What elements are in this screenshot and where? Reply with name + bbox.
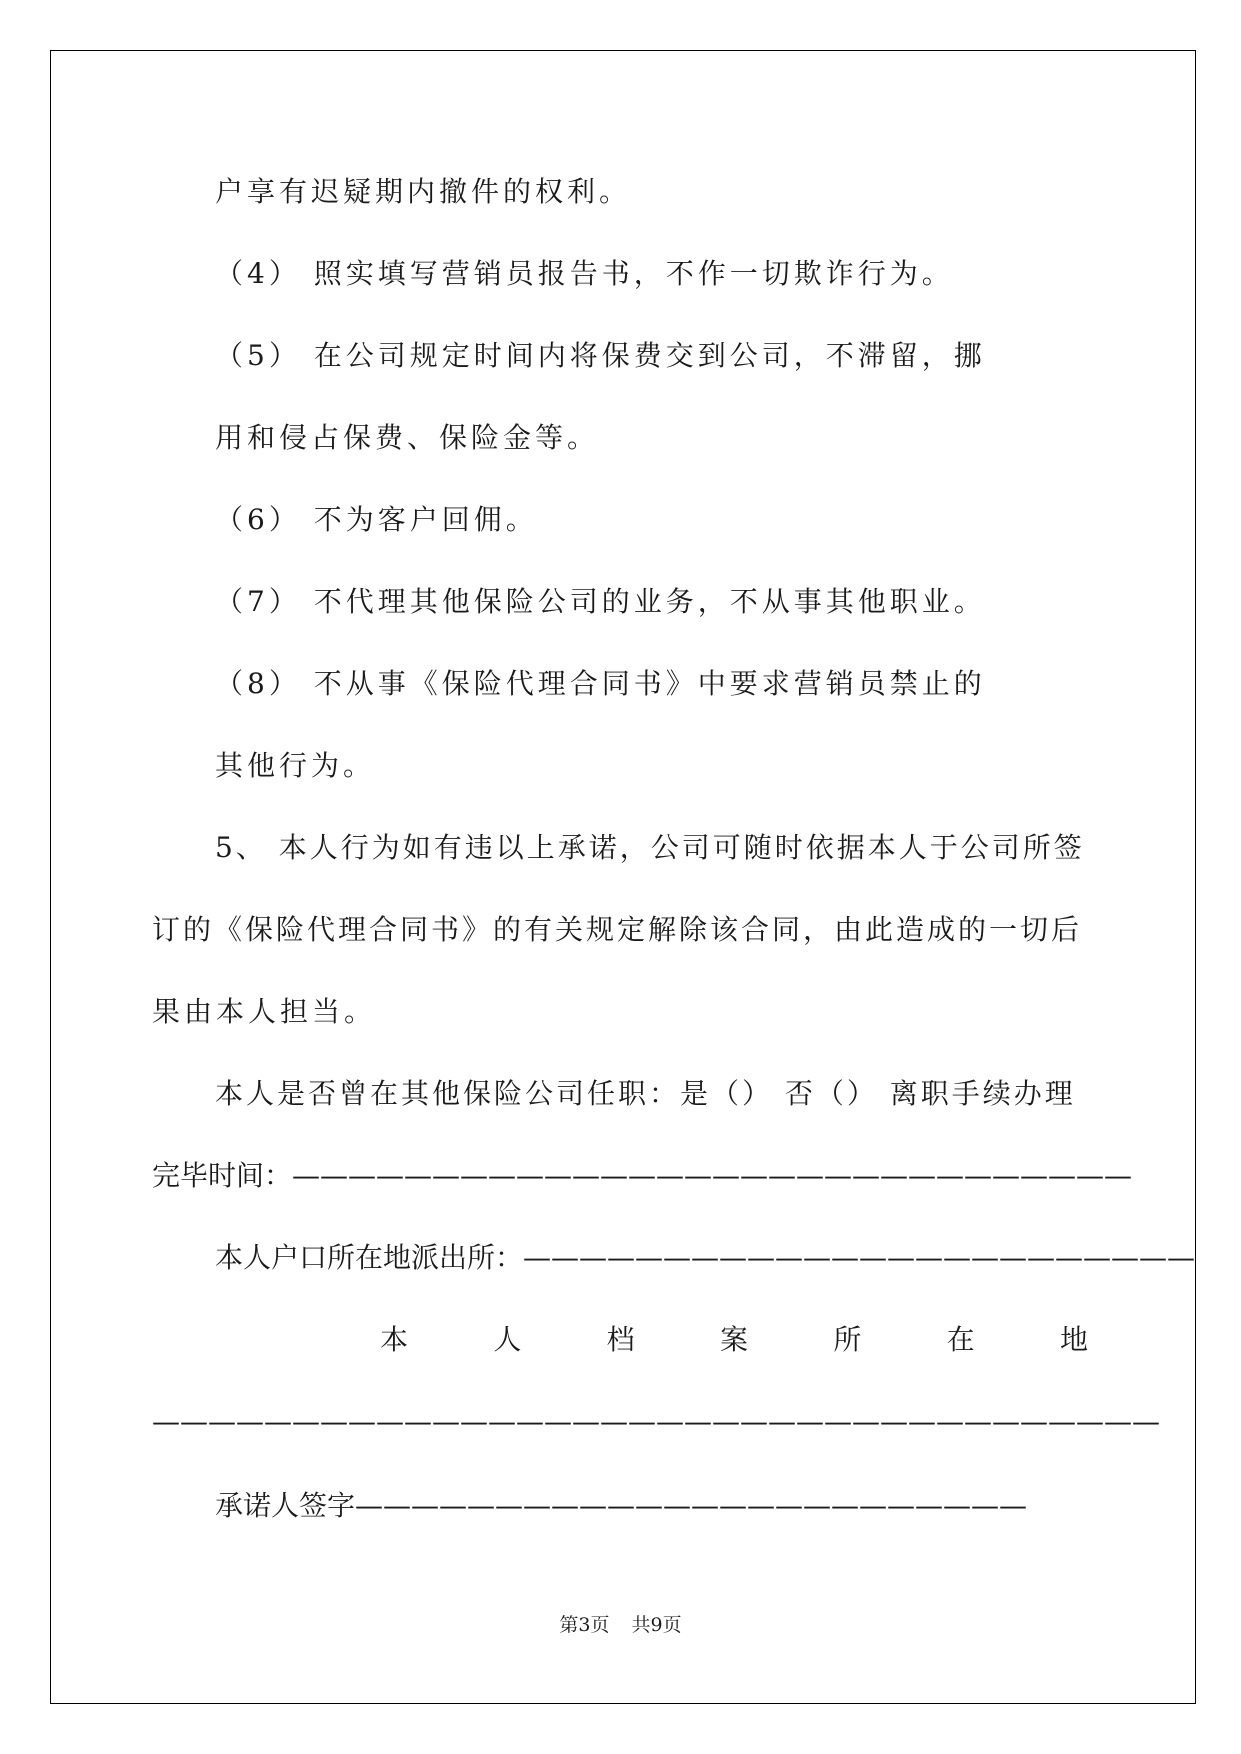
clause-4: （4） 照实填写营销员报告书，不作一切欺诈行为。 bbox=[215, 257, 954, 290]
clause-7: （7） 不代理其他保险公司的业务，不从事其他职业。 bbox=[215, 585, 986, 618]
clause-5: （5） 在公司规定时间内将保费交到公司，不滞留，挪 bbox=[215, 339, 986, 372]
police-station-field: 本人户口所在地派出所：———————————————————————— bbox=[215, 1241, 1196, 1274]
text-line: 果由本人担当。 bbox=[152, 995, 377, 1028]
archive-char: 在 bbox=[946, 1323, 975, 1356]
archive-char: 所 bbox=[833, 1323, 862, 1356]
page-number: 第3页 bbox=[559, 1614, 610, 1636]
text-line: 用和侵占保费、保险金等。 bbox=[215, 421, 600, 454]
archive-location-field: ———————————————————————————————————— bbox=[152, 1405, 1160, 1438]
archive-char: 人 bbox=[493, 1323, 522, 1356]
clause-6: （6） 不为客户回佣。 bbox=[215, 503, 538, 536]
archive-char: 本 bbox=[380, 1323, 409, 1356]
page-total: 共9页 bbox=[631, 1614, 682, 1636]
item-5: 5、 本人行为如有违以上承诺，公司可随时依据本人于公司所签 bbox=[215, 831, 1085, 864]
text-line: 其他行为。 bbox=[215, 749, 376, 782]
prior-employment-question: 本人是否曾在其他保险公司任职：是（） 否（） 离职手续办理 bbox=[215, 1077, 1076, 1110]
page-footer bbox=[0, 1613, 1241, 1637]
signature-field: 承诺人签字———————————————————————— bbox=[215, 1489, 1028, 1522]
archive-char: 地 bbox=[1059, 1323, 1088, 1356]
archive-char: 案 bbox=[719, 1323, 748, 1356]
archive-location-label bbox=[380, 1322, 1088, 1358]
text-line: 户享有迟疑期内撤件的权利。 bbox=[215, 175, 632, 208]
resignation-date-field: 完毕时间：—————————————————————————————— bbox=[152, 1159, 1133, 1192]
text-line: 订的《保险代理合同书》的有关规定解除该合同，由此造成的一切后 bbox=[152, 913, 1083, 946]
clause-8: （8） 不从事《保险代理合同书》中要求营销员禁止的 bbox=[215, 667, 986, 700]
archive-char: 档 bbox=[606, 1323, 635, 1356]
page-border bbox=[50, 50, 1196, 1704]
